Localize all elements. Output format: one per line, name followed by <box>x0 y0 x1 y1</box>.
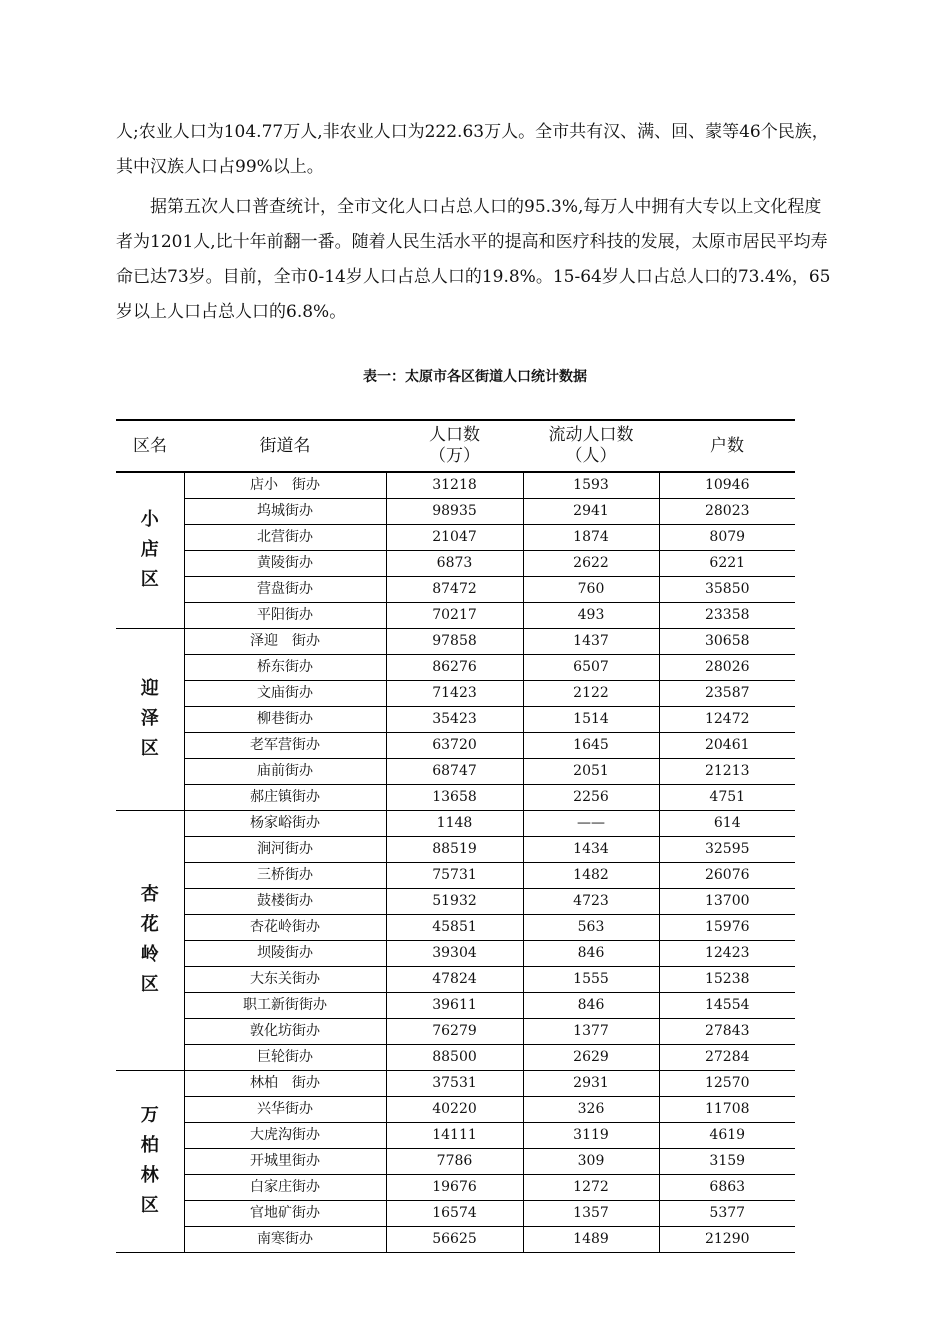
population-cell: 47824 <box>386 966 523 992</box>
households-cell: 32595 <box>659 836 795 862</box>
table-header-row <box>116 420 795 472</box>
table-row <box>116 628 795 654</box>
table-row <box>116 992 795 1018</box>
table-row <box>116 888 795 914</box>
households-cell: 28023 <box>659 498 795 524</box>
floating-population-cell: 563 <box>523 914 659 940</box>
table-row <box>116 810 795 836</box>
households-cell: 30658 <box>659 628 795 654</box>
population-cell: 75731 <box>386 862 523 888</box>
street-name-cell: 店小 街办 <box>184 472 386 498</box>
street-name-cell: 坝陵街办 <box>184 940 386 966</box>
households-cell: 11708 <box>659 1096 795 1122</box>
district-name-char: 林 <box>140 1165 159 1186</box>
street-name-cell: 鼓楼街办 <box>184 888 386 914</box>
households-cell: 4751 <box>659 784 795 810</box>
population-cell: 68747 <box>386 758 523 784</box>
street-name-cell: 大虎沟街办 <box>184 1122 386 1148</box>
households-cell: 614 <box>659 810 795 836</box>
households-cell: 8079 <box>659 524 795 550</box>
households-cell: 15238 <box>659 966 795 992</box>
district-name-char: 柏 <box>140 1135 159 1156</box>
table-row <box>116 602 795 628</box>
households-cell: 10946 <box>659 472 795 498</box>
district-name-char: 区 <box>140 569 159 591</box>
street-name-cell: 巨轮街办 <box>184 1044 386 1070</box>
street-name-cell: 林柏 街办 <box>184 1070 386 1096</box>
population-cell: 16574 <box>386 1200 523 1226</box>
header-street: 街道名 <box>184 420 386 472</box>
street-name-cell: 敦化坊街办 <box>184 1018 386 1044</box>
population-cell: 35423 <box>386 706 523 732</box>
table-row <box>116 732 795 758</box>
table-row <box>116 680 795 706</box>
floating-population-cell: 1357 <box>523 1200 659 1226</box>
households-cell: 28026 <box>659 654 795 680</box>
table-row <box>116 1200 795 1226</box>
header-population-label: 人口数 <box>429 425 480 445</box>
table-row <box>116 784 795 810</box>
street-name-cell: 南寒街办 <box>184 1226 386 1252</box>
district-name-char: 迎 <box>140 678 159 699</box>
floating-population-cell: 1437 <box>523 628 659 654</box>
floating-population-cell: 3119 <box>523 1122 659 1148</box>
street-name-cell: 黄陵街办 <box>184 550 386 576</box>
table-row <box>116 576 795 602</box>
floating-population-cell: 309 <box>523 1148 659 1174</box>
households-cell: 12423 <box>659 940 795 966</box>
street-name-cell: 涧河街办 <box>184 836 386 862</box>
table-row <box>116 1148 795 1174</box>
households-cell: 5377 <box>659 1200 795 1226</box>
floating-population-cell: 6507 <box>523 654 659 680</box>
district-name-cell <box>116 628 184 810</box>
table-row <box>116 836 795 862</box>
district-name-char: 区 <box>140 738 159 759</box>
street-name-cell: 官地矿街办 <box>184 1200 386 1226</box>
street-name-cell: 兴华街办 <box>184 1096 386 1122</box>
table-row <box>116 1070 795 1096</box>
street-name-cell: 杏花岭街办 <box>184 914 386 940</box>
population-cell: 76279 <box>386 1018 523 1044</box>
households-cell: 12570 <box>659 1070 795 1096</box>
table-row <box>116 472 795 498</box>
floating-population-cell: 493 <box>523 602 659 628</box>
floating-population-cell: 1645 <box>523 732 659 758</box>
district-name-cell <box>116 810 184 1070</box>
households-cell: 15976 <box>659 914 795 940</box>
table-row <box>116 1018 795 1044</box>
floating-population-cell: 1272 <box>523 1174 659 1200</box>
floating-population-cell: 1514 <box>523 706 659 732</box>
households-cell: 21290 <box>659 1226 795 1252</box>
floating-population-cell: 1874 <box>523 524 659 550</box>
households-cell: 14554 <box>659 992 795 1018</box>
households-cell: 35850 <box>659 576 795 602</box>
households-cell: 13700 <box>659 888 795 914</box>
district-name-char: 泽 <box>140 708 159 729</box>
table-row <box>116 914 795 940</box>
table-row <box>116 966 795 992</box>
table-row <box>116 654 795 680</box>
population-cell: 63720 <box>386 732 523 758</box>
floating-population-cell: 1555 <box>523 966 659 992</box>
district-name-char: 区 <box>140 974 159 995</box>
table-row <box>116 1044 795 1070</box>
floating-population-cell: 2622 <box>523 550 659 576</box>
street-name-cell: 三桥街办 <box>184 862 386 888</box>
header-floating <box>523 420 659 472</box>
street-name-cell: 文庙街办 <box>184 680 386 706</box>
district-name-char: 小 <box>140 509 159 531</box>
district-name-char: 岭 <box>140 944 159 965</box>
header-households: 户数 <box>659 420 795 472</box>
street-name-cell: 职工新街街办 <box>184 992 386 1018</box>
households-cell: 6863 <box>659 1174 795 1200</box>
street-name-cell: 平阳街办 <box>184 602 386 628</box>
floating-population-cell: 846 <box>523 992 659 1018</box>
population-cell: 13658 <box>386 784 523 810</box>
floating-population-cell: 2941 <box>523 498 659 524</box>
floating-population-cell: 2931 <box>523 1070 659 1096</box>
population-cell: 86276 <box>386 654 523 680</box>
population-cell: 88500 <box>386 1044 523 1070</box>
floating-population-cell: 1489 <box>523 1226 659 1252</box>
population-cell: 97858 <box>386 628 523 654</box>
header-population-unit: （万） <box>429 446 480 466</box>
header-population <box>386 420 523 472</box>
district-name-char: 区 <box>140 1195 159 1216</box>
population-cell: 39611 <box>386 992 523 1018</box>
floating-population-cell: 4723 <box>523 888 659 914</box>
street-name-cell: 杨家峪街办 <box>184 810 386 836</box>
header-floating-label: 流动人口数 <box>548 425 634 445</box>
district-name-char: 花 <box>140 914 159 935</box>
street-name-cell: 郝庄镇街办 <box>184 784 386 810</box>
table-row <box>116 1096 795 1122</box>
households-cell: 26076 <box>659 862 795 888</box>
table-body <box>116 472 795 1252</box>
table-row <box>116 498 795 524</box>
population-cell: 56625 <box>386 1226 523 1252</box>
district-name-char: 杏 <box>140 884 159 905</box>
population-cell: 21047 <box>386 524 523 550</box>
population-table <box>116 419 795 1253</box>
street-name-cell: 坞城街办 <box>184 498 386 524</box>
street-name-cell: 营盘街办 <box>184 576 386 602</box>
street-name-cell: 白家庄街办 <box>184 1174 386 1200</box>
floating-population-cell: 2051 <box>523 758 659 784</box>
population-cell: 51932 <box>386 888 523 914</box>
table-row <box>116 706 795 732</box>
floating-population-cell: 760 <box>523 576 659 602</box>
street-name-cell: 庙前街办 <box>184 758 386 784</box>
floating-population-cell: 846 <box>523 940 659 966</box>
floating-population-cell: 1434 <box>523 836 659 862</box>
population-cell: 6873 <box>386 550 523 576</box>
population-cell: 71423 <box>386 680 523 706</box>
households-cell: 21213 <box>659 758 795 784</box>
households-cell: 12472 <box>659 706 795 732</box>
street-name-cell: 北营街办 <box>184 524 386 550</box>
population-cell: 98935 <box>386 498 523 524</box>
street-name-cell: 柳巷街办 <box>184 706 386 732</box>
population-cell: 40220 <box>386 1096 523 1122</box>
district-name-cell <box>116 472 184 628</box>
floating-population-cell: 2122 <box>523 680 659 706</box>
population-cell: 7786 <box>386 1148 523 1174</box>
table-caption: 表一：太原市各区街道人口统计数据 <box>363 369 587 385</box>
households-cell: 4619 <box>659 1122 795 1148</box>
population-cell: 14111 <box>386 1122 523 1148</box>
floating-population-cell: 1482 <box>523 862 659 888</box>
street-name-cell: 桥东街办 <box>184 654 386 680</box>
households-cell: 6221 <box>659 550 795 576</box>
table-row <box>116 1174 795 1200</box>
floating-population-cell: —— <box>523 810 659 836</box>
population-cell: 19676 <box>386 1174 523 1200</box>
floating-population-cell: 326 <box>523 1096 659 1122</box>
street-name-cell: 开城里街办 <box>184 1148 386 1174</box>
population-cell: 37531 <box>386 1070 523 1096</box>
households-cell: 23587 <box>659 680 795 706</box>
households-cell: 20461 <box>659 732 795 758</box>
table-row <box>116 550 795 576</box>
population-cell: 39304 <box>386 940 523 966</box>
population-cell: 87472 <box>386 576 523 602</box>
district-name-char: 万 <box>140 1105 159 1126</box>
population-cell: 88519 <box>386 836 523 862</box>
header-floating-unit: （人） <box>565 446 617 466</box>
households-cell: 3159 <box>659 1148 795 1174</box>
street-name-cell: 老军营街办 <box>184 732 386 758</box>
floating-population-cell: 2256 <box>523 784 659 810</box>
table-row <box>116 758 795 784</box>
households-cell: 27284 <box>659 1044 795 1070</box>
table-row <box>116 524 795 550</box>
households-cell: 27843 <box>659 1018 795 1044</box>
table-row <box>116 1122 795 1148</box>
population-cell: 70217 <box>386 602 523 628</box>
district-name-char: 店 <box>140 539 159 561</box>
street-name-cell: 大东关街办 <box>184 966 386 992</box>
floating-population-cell: 1377 <box>523 1018 659 1044</box>
population-cell: 31218 <box>386 472 523 498</box>
intro-paragraph: 人;农业人口为104.77万人,非农业人口为222.63万人。全市共有汉、满、回、蒙等46个民族，其中汉族人口占99%以上。 <box>116 122 829 177</box>
floating-population-cell: 1593 <box>523 472 659 498</box>
table-row <box>116 1226 795 1252</box>
table-row <box>116 862 795 888</box>
census-paragraph: 据第五次人口普查统计，全市文化人口占总人口的95.3%,每万人中拥有大专以上文化程度者为1201人,比十年前翻一番。随着人民生活水平的提高和医疗科技的发展，太原市居民平均寿命已达73岁。目前，全市0-14岁人口占总人口的19.8%。15-64岁人口占总人口的73.4%，65岁以上人口占总人口的6.8%。 <box>116 197 831 322</box>
households-cell: 23358 <box>659 602 795 628</box>
header-district: 区名 <box>116 420 184 472</box>
district-name-cell <box>116 1070 184 1252</box>
population-cell: 45851 <box>386 914 523 940</box>
floating-population-cell: 2629 <box>523 1044 659 1070</box>
street-name-cell: 泽迎 街办 <box>184 628 386 654</box>
population-cell: 1148 <box>386 810 523 836</box>
table-row <box>116 940 795 966</box>
